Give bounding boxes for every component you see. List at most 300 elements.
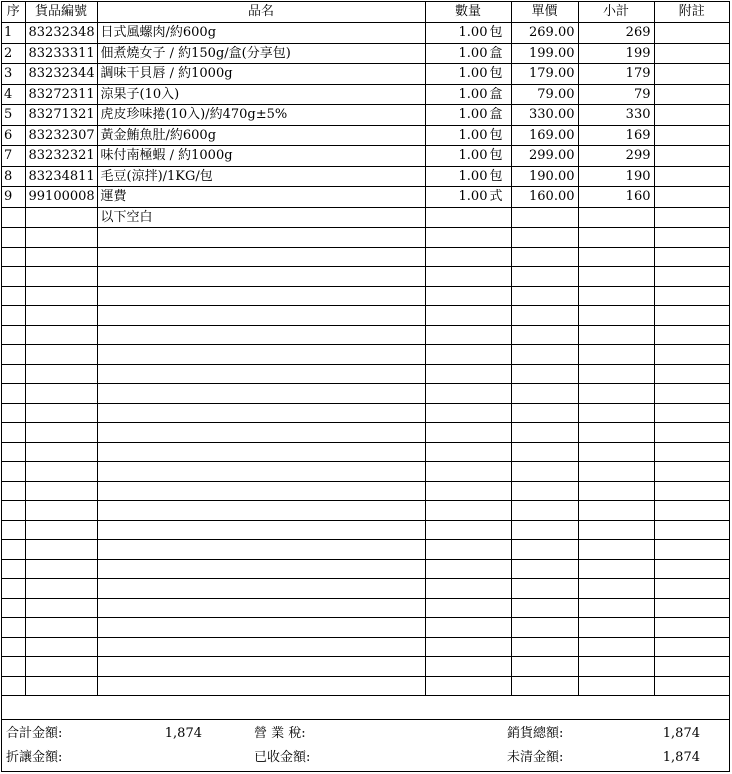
col-header-code: 貨品編號 [25, 2, 97, 23]
col-header-quantity: 數量 [425, 2, 511, 23]
table-row [2, 540, 729, 560]
cell-note [654, 481, 729, 501]
cell-code [25, 247, 97, 267]
cell-unit-price [511, 384, 578, 404]
cell-seq [2, 598, 25, 618]
cell-name [97, 286, 425, 306]
cell-name [97, 247, 425, 267]
cell-unit-price [511, 423, 578, 443]
outstanding-amount-value: 1,874 [662, 750, 700, 765]
cell-name [97, 501, 425, 521]
cell-note [654, 442, 729, 462]
cell-name [97, 267, 425, 287]
cell-name [97, 345, 425, 365]
cell-name: 調味干貝唇 / 約1000g [97, 64, 425, 85]
col-header-unit-price: 單價 [511, 2, 578, 23]
cell-seq [2, 442, 25, 462]
cell-code: 83272311 [25, 84, 97, 105]
cell-note [654, 43, 729, 64]
cell-unit-price [511, 364, 578, 384]
cell-seq [2, 676, 25, 696]
cell-note [654, 618, 729, 638]
cell-note [654, 286, 729, 306]
cell-name [97, 579, 425, 599]
cell-seq [2, 207, 25, 228]
cell-code [25, 501, 97, 521]
table-row [2, 105, 729, 126]
cell-name: 毛豆(涼拌)/1KG/包 [97, 166, 425, 187]
cell-subtotal: 299 [578, 146, 654, 167]
table-row [2, 657, 729, 677]
cell-subtotal [578, 345, 654, 365]
cell-subtotal [578, 325, 654, 345]
cell-unit-price: 160.00 [511, 187, 578, 208]
cell-name [97, 559, 425, 579]
order-items-table [2, 2, 729, 696]
cell-unit-price [511, 598, 578, 618]
cell-code [25, 345, 97, 365]
table-row [2, 598, 729, 618]
cell-subtotal: 79 [578, 84, 654, 105]
cell-seq: 1 [2, 23, 25, 44]
cell-seq: 8 [2, 166, 25, 187]
table-row [2, 125, 729, 146]
unit-value: 式 [489, 189, 503, 204]
table-row [2, 481, 729, 501]
cell-quantity [425, 559, 511, 579]
cell-quantity [425, 481, 511, 501]
cell-seq [2, 267, 25, 287]
cell-note [654, 657, 729, 677]
cell-code [25, 579, 97, 599]
cell-unit-price [511, 286, 578, 306]
cell-quantity [425, 306, 511, 326]
cell-subtotal [578, 228, 654, 248]
cell-quantity [425, 384, 511, 404]
cell-quantity [425, 579, 511, 599]
cell-seq [2, 481, 25, 501]
cell-quantity [425, 267, 511, 287]
cell-name [97, 403, 425, 423]
cell-unit-price: 269.00 [511, 23, 578, 44]
cell-code [25, 540, 97, 560]
cell-name: 日式風螺肉/約600g [97, 23, 425, 44]
cell-code: 83234811 [25, 166, 97, 187]
cell-code: 83232307 [25, 125, 97, 146]
totals-footer [2, 719, 729, 771]
table-row [2, 166, 729, 187]
cell-subtotal [578, 559, 654, 579]
cell-seq [2, 247, 25, 267]
table-header-row [2, 2, 729, 23]
quantity-value: 1.00 [458, 86, 488, 102]
unit-value: 盒 [489, 86, 503, 102]
cell-name [97, 462, 425, 482]
cell-note [654, 207, 729, 228]
table-row [2, 637, 729, 657]
cell-note [654, 520, 729, 540]
quantity-value: 1.00 [458, 107, 488, 122]
cell-quantity [425, 403, 511, 423]
cell-subtotal [578, 598, 654, 618]
cell-name: 涼果子(10入) [97, 84, 425, 105]
cell-unit-price: 299.00 [511, 146, 578, 167]
cell-name [97, 364, 425, 384]
cell-subtotal [578, 403, 654, 423]
cell-unit-price [511, 540, 578, 560]
cell-unit-price [511, 559, 578, 579]
cell-unit-price [511, 345, 578, 365]
cell-code [25, 364, 97, 384]
cell-subtotal [578, 286, 654, 306]
cell-subtotal [578, 579, 654, 599]
cell-quantity [425, 286, 511, 306]
cell-subtotal [578, 247, 654, 267]
cell-subtotal [578, 618, 654, 638]
cell-note [654, 23, 729, 44]
cell-subtotal: 330 [578, 105, 654, 126]
cell-quantity [425, 187, 511, 208]
cell-note [654, 501, 729, 521]
quantity-value: 1.00 [458, 66, 488, 81]
cell-code: 83232348 [25, 23, 97, 44]
cell-note [654, 462, 729, 482]
cell-seq: 5 [2, 105, 25, 126]
quantity-value: 1.00 [458, 189, 488, 204]
cell-subtotal: 169 [578, 125, 654, 146]
cell-note [654, 579, 729, 599]
cell-subtotal [578, 676, 654, 696]
quantity-value: 1.00 [458, 25, 488, 40]
cell-subtotal [578, 207, 654, 228]
cell-unit-price [511, 676, 578, 696]
table-row [2, 187, 729, 208]
table-row [2, 247, 729, 267]
received-amount-label: 已收金額: [254, 750, 311, 765]
cell-quantity [425, 462, 511, 482]
table-row [2, 676, 729, 696]
cell-unit-price: 190.00 [511, 166, 578, 187]
blank-below-notice: 以下空白 [97, 207, 425, 228]
table-row [2, 559, 729, 579]
cell-note [654, 105, 729, 126]
cell-note [654, 267, 729, 287]
cell-note [654, 403, 729, 423]
cell-note [654, 637, 729, 657]
cell-name [97, 442, 425, 462]
cell-unit-price [511, 306, 578, 326]
table-row [2, 43, 729, 64]
cell-seq: 9 [2, 187, 25, 208]
unit-value: 包 [489, 127, 503, 143]
cell-unit-price [511, 462, 578, 482]
cell-code [25, 520, 97, 540]
cell-code [25, 481, 97, 501]
cell-code [25, 384, 97, 404]
cell-code [25, 676, 97, 696]
cell-code: 83232344 [25, 64, 97, 85]
cell-unit-price: 179.00 [511, 64, 578, 85]
table-row [2, 384, 729, 404]
cell-note [654, 676, 729, 696]
cell-seq [2, 286, 25, 306]
table-row [2, 403, 729, 423]
quantity-value: 1.00 [458, 168, 488, 184]
table-row [2, 520, 729, 540]
cell-subtotal: 199 [578, 43, 654, 64]
cell-unit-price [511, 403, 578, 423]
cell-unit-price: 169.00 [511, 125, 578, 146]
unit-value: 盒 [489, 107, 503, 122]
cell-name [97, 228, 425, 248]
cell-subtotal [578, 442, 654, 462]
cell-quantity [425, 676, 511, 696]
quantity-value: 1.00 [458, 148, 488, 163]
cell-seq: 7 [2, 146, 25, 167]
cell-subtotal [578, 267, 654, 287]
total-amount-value: 1,874 [164, 726, 202, 741]
cell-note [654, 540, 729, 560]
cell-quantity [425, 23, 511, 44]
cell-seq [2, 579, 25, 599]
cell-code [25, 423, 97, 443]
cell-unit-price [511, 637, 578, 657]
cell-code [25, 462, 97, 482]
cell-unit-price: 330.00 [511, 105, 578, 126]
cell-subtotal [578, 540, 654, 560]
cell-subtotal: 190 [578, 166, 654, 187]
cell-seq [2, 540, 25, 560]
cell-subtotal [578, 364, 654, 384]
cell-note [654, 598, 729, 618]
col-header-seq: 序 [2, 2, 25, 23]
cell-name: 味付南極蝦 / 約1000g [97, 146, 425, 167]
unit-value: 包 [489, 66, 503, 81]
table-row [2, 306, 729, 326]
cell-code [25, 598, 97, 618]
cell-code: 83271321 [25, 105, 97, 126]
table-row [2, 84, 729, 105]
cell-unit-price [511, 579, 578, 599]
table-row [2, 462, 729, 482]
cell-note [654, 364, 729, 384]
cell-note [654, 125, 729, 146]
cell-code: 83232321 [25, 146, 97, 167]
cell-subtotal [578, 657, 654, 677]
table-row [2, 64, 729, 85]
total-amount-label: 合計金額: [6, 726, 63, 741]
cell-name [97, 384, 425, 404]
cell-unit-price [511, 618, 578, 638]
quantity-value: 1.00 [458, 45, 488, 61]
table-row [2, 364, 729, 384]
cell-quantity [425, 618, 511, 638]
cell-name [97, 306, 425, 326]
table-row [2, 325, 729, 345]
cell-seq [2, 345, 25, 365]
cell-code: 99100008 [25, 187, 97, 208]
cell-quantity [425, 442, 511, 462]
cell-subtotal [578, 306, 654, 326]
cell-note [654, 228, 729, 248]
cell-seq [2, 364, 25, 384]
cell-seq [2, 384, 25, 404]
table-row [2, 267, 729, 287]
quantity-value: 1.00 [458, 127, 488, 143]
cell-name: 佃煮燒女子 / 約150g/盒(分享包) [97, 43, 425, 64]
cell-note [654, 384, 729, 404]
table-row [2, 345, 729, 365]
cell-note [654, 345, 729, 365]
cell-name [97, 598, 425, 618]
cell-quantity [425, 598, 511, 618]
cell-quantity [425, 520, 511, 540]
cell-subtotal [578, 423, 654, 443]
cell-name [97, 423, 425, 443]
cell-note [654, 146, 729, 167]
cell-subtotal: 269 [578, 23, 654, 44]
cell-note [654, 84, 729, 105]
cell-quantity [425, 501, 511, 521]
cell-code [25, 442, 97, 462]
sales-order-sheet [1, 1, 730, 772]
cell-name [97, 481, 425, 501]
cell-unit-price [511, 228, 578, 248]
cell-quantity [425, 637, 511, 657]
cell-quantity [425, 105, 511, 126]
cell-code [25, 207, 97, 228]
cell-unit-price [511, 520, 578, 540]
table-body [2, 23, 729, 696]
cell-seq [2, 325, 25, 345]
cell-code [25, 228, 97, 248]
cell-quantity [425, 43, 511, 64]
cell-note [654, 166, 729, 187]
cell-seq [2, 520, 25, 540]
cell-name: 運費 [97, 187, 425, 208]
table-row [2, 618, 729, 638]
cell-seq [2, 306, 25, 326]
cell-code [25, 325, 97, 345]
table-row [2, 228, 729, 248]
cell-quantity [425, 84, 511, 105]
cell-quantity [425, 64, 511, 85]
cell-seq: 2 [2, 43, 25, 64]
outstanding-amount-label: 未清金額: [507, 750, 564, 765]
cell-note [654, 247, 729, 267]
cell-quantity [425, 657, 511, 677]
unit-value: 盒 [489, 45, 503, 61]
cell-name [97, 540, 425, 560]
cell-subtotal [578, 501, 654, 521]
table-row [2, 146, 729, 167]
cell-quantity [425, 364, 511, 384]
col-header-note: 附註 [654, 2, 729, 23]
cell-name: 黃金鮪魚肚/約600g [97, 125, 425, 146]
cell-quantity [425, 247, 511, 267]
cell-seq [2, 403, 25, 423]
col-header-subtotal: 小計 [578, 2, 654, 23]
cell-subtotal [578, 637, 654, 657]
cell-code [25, 306, 97, 326]
cell-seq [2, 657, 25, 677]
cell-note [654, 325, 729, 345]
cell-seq [2, 501, 25, 521]
unit-value: 包 [489, 25, 503, 40]
cell-code [25, 637, 97, 657]
cell-subtotal [578, 462, 654, 482]
cell-quantity [425, 345, 511, 365]
table-row [2, 442, 729, 462]
cell-quantity [425, 423, 511, 443]
cell-seq [2, 423, 25, 443]
cell-quantity [425, 207, 511, 228]
cell-subtotal: 160 [578, 187, 654, 208]
cell-quantity [425, 125, 511, 146]
cell-note [654, 306, 729, 326]
cell-unit-price [511, 247, 578, 267]
cell-code [25, 618, 97, 638]
table-row [2, 579, 729, 599]
cell-unit-price [511, 325, 578, 345]
cell-name [97, 637, 425, 657]
cell-seq [2, 559, 25, 579]
table-row [2, 423, 729, 443]
cell-name [97, 520, 425, 540]
cell-seq [2, 637, 25, 657]
cell-subtotal: 179 [578, 64, 654, 85]
cell-unit-price: 199.00 [511, 43, 578, 64]
cell-code [25, 559, 97, 579]
table-row [2, 207, 729, 228]
cell-code: 83233311 [25, 43, 97, 64]
cell-unit-price [511, 481, 578, 501]
cell-name [97, 657, 425, 677]
cell-quantity [425, 146, 511, 167]
cell-unit-price [511, 501, 578, 521]
cell-subtotal [578, 384, 654, 404]
cell-unit-price [511, 442, 578, 462]
cell-unit-price: 79.00 [511, 84, 578, 105]
cell-unit-price [511, 267, 578, 287]
cell-note [654, 423, 729, 443]
cell-name: 虎皮珍味捲(10入)/約470g±5% [97, 105, 425, 126]
unit-value: 包 [489, 148, 503, 163]
business-tax-label: 營 業 稅: [254, 726, 306, 741]
cell-seq: 4 [2, 84, 25, 105]
cell-code [25, 286, 97, 306]
cell-note [654, 64, 729, 85]
table-row [2, 23, 729, 44]
cell-quantity [425, 228, 511, 248]
cell-name [97, 618, 425, 638]
table-row [2, 501, 729, 521]
cell-quantity [425, 166, 511, 187]
col-header-name: 品名 [97, 2, 425, 23]
cell-seq [2, 228, 25, 248]
cell-seq [2, 618, 25, 638]
gross-sales-value: 1,874 [662, 726, 700, 741]
table-row [2, 286, 729, 306]
cell-name [97, 325, 425, 345]
cell-note [654, 559, 729, 579]
cell-unit-price [511, 207, 578, 228]
cell-subtotal [578, 520, 654, 540]
cell-name [97, 676, 425, 696]
discount-amount-label: 折讓金額: [6, 750, 63, 765]
cell-quantity [425, 325, 511, 345]
cell-unit-price [511, 657, 578, 677]
